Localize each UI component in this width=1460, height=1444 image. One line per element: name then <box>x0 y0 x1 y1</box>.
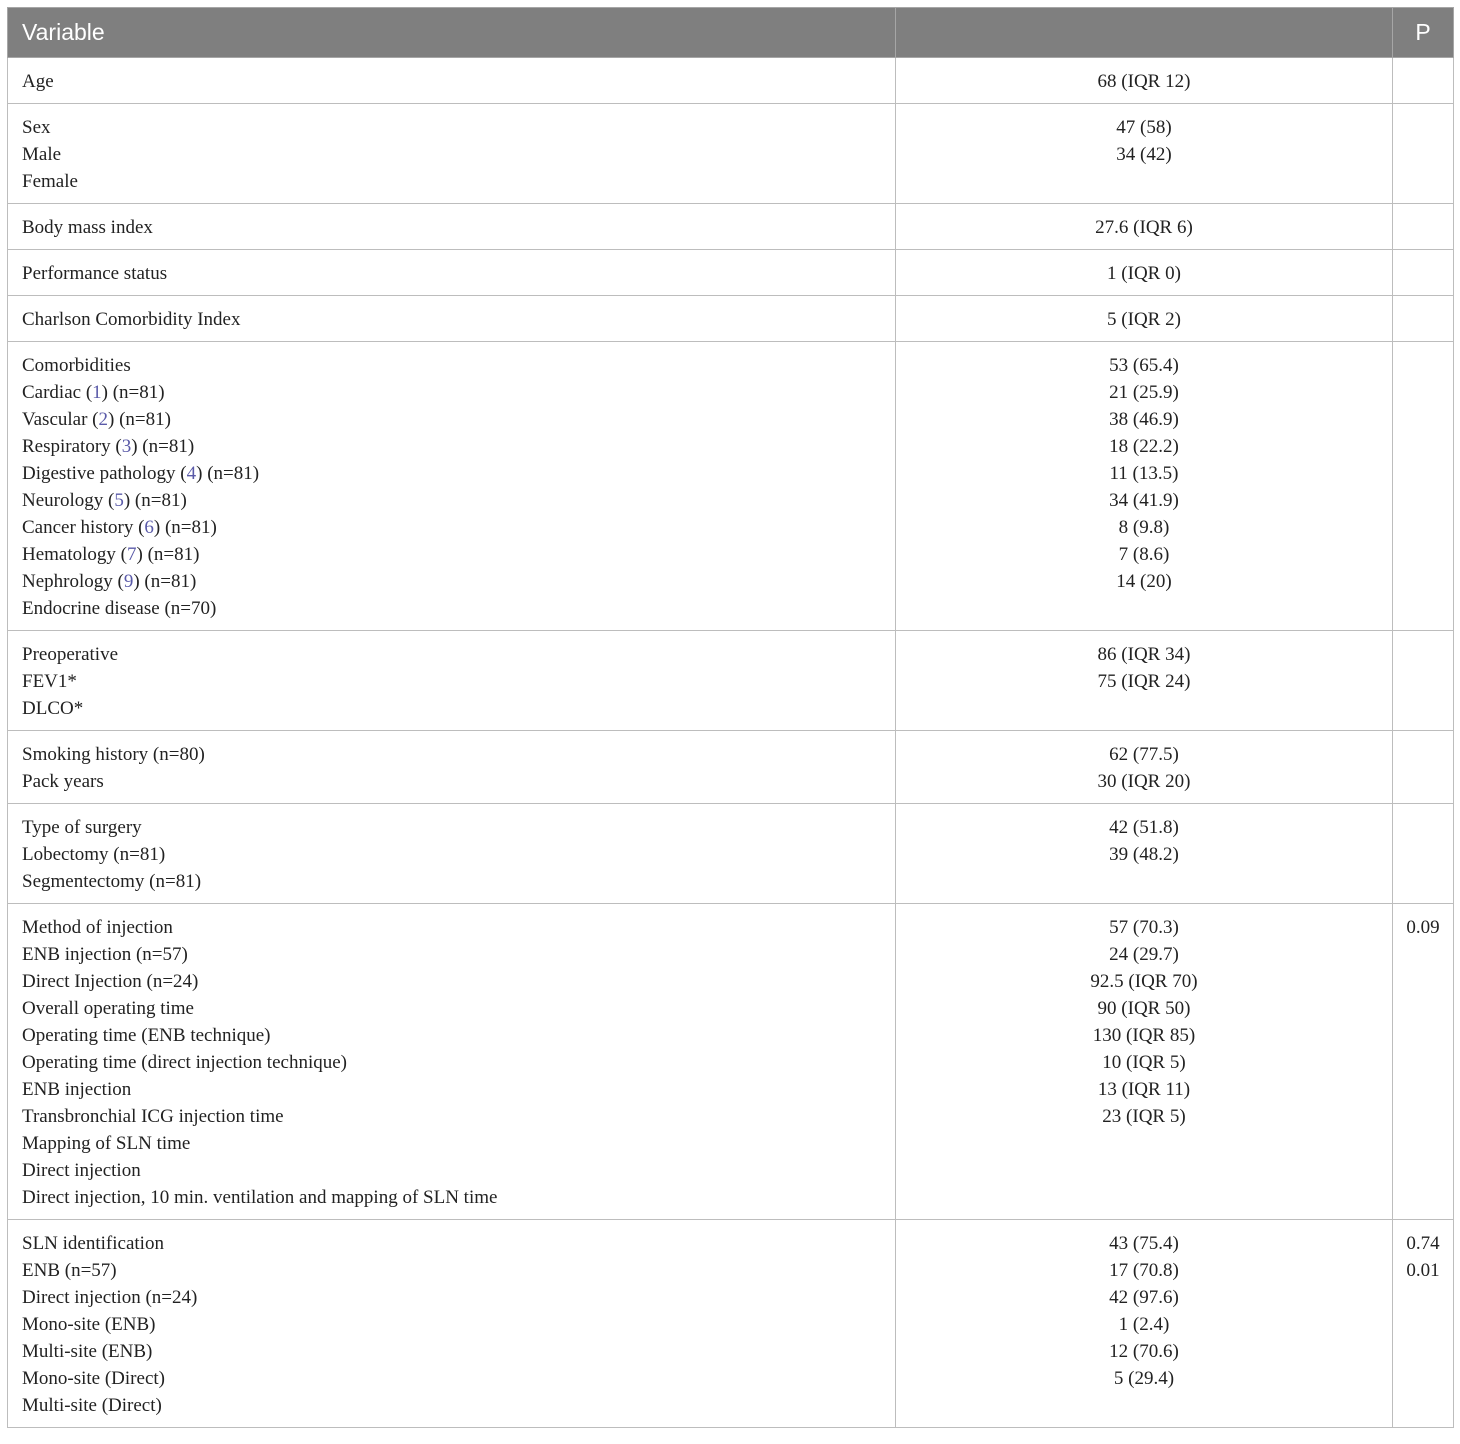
variable-text: ) (n=81) <box>101 382 165 403</box>
variable-text: ) (n=81) <box>153 517 217 538</box>
value-cell <box>896 904 1393 1220</box>
value-line: 34 (42) <box>1116 144 1172 165</box>
variable-cell <box>8 804 896 904</box>
variable-line <box>22 841 881 868</box>
table-row <box>8 250 1454 296</box>
table-row <box>8 804 1454 904</box>
variable-text: DLCO* <box>22 698 84 719</box>
value-line: 43 (75.4) <box>1109 1233 1179 1254</box>
value-line: 1 (2.4) <box>1118 1314 1170 1335</box>
data-table-container <box>7 7 1453 1428</box>
variable-line <box>22 433 881 460</box>
variable-text: Preoperative <box>22 644 119 665</box>
value-line: 24 (29.7) <box>1109 944 1179 965</box>
value-line: 1 (IQR 0) <box>1107 263 1181 284</box>
variable-line <box>22 995 881 1022</box>
p-value-line: 0.01 <box>1406 1260 1440 1281</box>
variable-text: Direct Injection (n=24) <box>22 971 199 992</box>
value-line: 53 (65.4) <box>1109 355 1179 376</box>
variable-cell <box>8 631 896 731</box>
variable-text: Transbronchial ICG injection time <box>22 1106 284 1127</box>
variable-line <box>22 514 881 541</box>
reference-link[interactable]: 1 <box>92 382 102 403</box>
table-row <box>8 58 1454 104</box>
header-row <box>8 8 1454 58</box>
value-line: 47 (58) <box>1116 117 1172 138</box>
variable-text: Neurology ( <box>22 490 115 511</box>
variable-line <box>22 1103 881 1130</box>
value-cell <box>896 731 1393 804</box>
variable-line <box>22 379 881 406</box>
variable-text: Nephrology ( <box>22 571 124 592</box>
variable-text: Multi-site (ENB) <box>22 1341 153 1362</box>
value-line: 14 (20) <box>1116 571 1172 592</box>
value-cell <box>896 250 1393 296</box>
variable-text: Direct injection (n=24) <box>22 1287 198 1308</box>
p-value-cell <box>1393 631 1454 731</box>
variable-line <box>22 141 881 168</box>
variable-line <box>22 1230 881 1257</box>
variable-text: Method of injection <box>22 917 173 938</box>
variable-line <box>22 68 881 95</box>
table-row <box>8 1220 1454 1428</box>
variable-cell <box>8 1220 896 1428</box>
variable-text: Operating time (direct injection technique) <box>22 1052 347 1073</box>
variable-text: Vascular ( <box>22 409 99 430</box>
variable-line <box>22 641 881 668</box>
value-line: 42 (97.6) <box>1109 1287 1179 1308</box>
variable-line <box>22 814 881 841</box>
variable-line <box>22 1130 881 1157</box>
value-line: 75 (IQR 24) <box>1097 671 1191 692</box>
value-line: 68 (IQR 12) <box>1097 71 1191 92</box>
value-line: 17 (70.8) <box>1109 1260 1179 1281</box>
p-value-cell <box>1393 296 1454 342</box>
reference-link[interactable]: 4 <box>186 463 197 484</box>
variable-line <box>22 1284 881 1311</box>
value-line: 5 (29.4) <box>1113 1368 1175 1389</box>
variable-text: Type of surgery <box>22 817 142 838</box>
variable-text: Direct injection, 10 min. ventilation and mapping of SLN time <box>22 1187 498 1208</box>
variable-line <box>22 487 881 514</box>
header-variable: Variable <box>8 8 896 58</box>
variable-cell <box>8 731 896 804</box>
table-row <box>8 296 1454 342</box>
value-cell <box>896 204 1393 250</box>
variable-line <box>22 595 881 622</box>
variable-text: ) (n=81) <box>108 409 171 430</box>
reference-link[interactable]: 3 <box>121 436 132 457</box>
variable-text: Multi-site (Direct) <box>22 1395 162 1416</box>
variable-text: Charlson Comorbidity Index <box>22 309 241 330</box>
value-line: 86 (IQR 34) <box>1097 644 1191 665</box>
table-row <box>8 904 1454 1220</box>
variable-line <box>22 1311 881 1338</box>
variable-text: ) (n=81) <box>131 436 195 457</box>
value-cell <box>896 804 1393 904</box>
variable-text: ) (n=81) <box>196 463 260 484</box>
variable-text: Endocrine disease (n=70) <box>22 598 217 619</box>
variable-cell <box>8 58 896 104</box>
value-line: 90 (IQR 50) <box>1097 998 1191 1019</box>
variable-text: Body mass index <box>22 217 153 238</box>
variable-line <box>22 668 881 695</box>
variable-line <box>22 1157 881 1184</box>
variable-text: Hematology ( <box>22 544 128 565</box>
reference-link[interactable]: 2 <box>98 409 108 430</box>
p-value-cell <box>1393 104 1454 204</box>
variable-line <box>22 114 881 141</box>
variable-text: Mono-site (Direct) <box>22 1368 165 1389</box>
value-line: 62 (77.5) <box>1109 744 1179 765</box>
variable-line <box>22 1338 881 1365</box>
value-line: 27.6 (IQR 6) <box>1095 217 1193 238</box>
variable-line <box>22 214 881 241</box>
variable-line <box>22 1392 881 1419</box>
table-row <box>8 204 1454 250</box>
variable-line <box>22 541 881 568</box>
value-line: 130 (IQR 85) <box>1092 1025 1196 1046</box>
variable-line <box>22 941 881 968</box>
variable-text: Male <box>22 144 62 165</box>
variable-text: ) (n=81) <box>133 571 197 592</box>
value-line: 10 (IQR 5) <box>1102 1052 1186 1073</box>
variable-cell <box>8 342 896 631</box>
p-value-line: 0.74 <box>1406 1233 1440 1254</box>
value-line: 13 (IQR 11) <box>1097 1079 1191 1100</box>
variable-line <box>22 868 881 895</box>
patient-characteristics-table <box>7 7 1454 1428</box>
variable-cell <box>8 104 896 204</box>
variable-line <box>22 1184 881 1211</box>
value-line: 11 (13.5) <box>1109 463 1179 484</box>
variable-text: Operating time (ENB technique) <box>22 1025 271 1046</box>
variable-cell <box>8 204 896 250</box>
variable-text: Cancer history ( <box>22 517 145 538</box>
value-cell <box>896 104 1393 204</box>
variable-text: ENB (n=57) <box>22 1260 117 1281</box>
variable-cell <box>8 250 896 296</box>
variable-text: ENB injection <box>22 1079 132 1100</box>
table-row <box>8 342 1454 631</box>
variable-line <box>22 460 881 487</box>
variable-text: SLN identification <box>22 1233 164 1254</box>
variable-text: ENB injection (n=57) <box>22 944 188 965</box>
value-cell <box>896 296 1393 342</box>
value-line: 57 (70.3) <box>1109 917 1179 938</box>
variable-text: Pack years <box>22 771 104 792</box>
value-line: 92.5 (IQR 70) <box>1090 971 1198 992</box>
variable-text: ) (n=81) <box>123 490 187 511</box>
p-value-cell <box>1393 250 1454 296</box>
variable-line <box>22 1022 881 1049</box>
value-line: 12 (70.6) <box>1109 1341 1179 1362</box>
table-body <box>8 58 1454 1428</box>
table-row <box>8 104 1454 204</box>
variable-line <box>22 568 881 595</box>
table-header <box>8 8 1454 58</box>
value-line: 42 (51.8) <box>1109 817 1179 838</box>
value-line: 39 (48.2) <box>1109 844 1179 865</box>
table-row <box>8 731 1454 804</box>
variable-text: Digestive pathology ( <box>22 463 187 484</box>
value-cell <box>896 1220 1393 1428</box>
variable-text: Smoking history (n=80) <box>22 744 205 765</box>
p-value-cell <box>1393 342 1454 631</box>
value-line: 34 (41.9) <box>1109 490 1179 511</box>
p-value-cell <box>1393 904 1454 1220</box>
reference-link[interactable]: 7 <box>127 544 137 565</box>
value-line: 21 (25.9) <box>1109 382 1179 403</box>
variable-line <box>22 968 881 995</box>
variable-text: FEV1* <box>22 671 77 692</box>
variable-line <box>22 406 881 433</box>
variable-line <box>22 741 881 768</box>
variable-text: Female <box>22 171 78 192</box>
variable-line <box>22 168 881 195</box>
variable-line <box>22 352 881 379</box>
value-cell <box>896 631 1393 731</box>
value-line: 8 (9.8) <box>1118 517 1170 538</box>
p-value-cell <box>1393 58 1454 104</box>
p-value-cell <box>1393 1220 1454 1428</box>
variable-text: Segmentectomy (n=81) <box>22 871 202 892</box>
p-value-cell <box>1393 204 1454 250</box>
variable-text: Direct injection <box>22 1160 141 1181</box>
variable-line <box>22 695 881 722</box>
value-line: 18 (22.2) <box>1109 436 1179 457</box>
variable-line <box>22 1365 881 1392</box>
variable-text: Comorbidities <box>22 355 131 376</box>
table-row <box>8 631 1454 731</box>
value-line: 30 (IQR 20) <box>1097 771 1191 792</box>
value-line: 38 (46.9) <box>1109 409 1179 430</box>
variable-line <box>22 306 881 333</box>
variable-text: Cardiac ( <box>22 382 93 403</box>
p-value-line: 0.09 <box>1406 917 1440 938</box>
variable-line <box>22 260 881 287</box>
p-value-cell <box>1393 804 1454 904</box>
variable-line <box>22 914 881 941</box>
variable-text: Mono-site (ENB) <box>22 1314 156 1335</box>
variable-text: ) (n=81) <box>136 544 200 565</box>
reference-link[interactable]: 6 <box>144 517 154 538</box>
variable-text: Respiratory ( <box>22 436 122 457</box>
p-value-cell <box>1393 731 1454 804</box>
variable-text: Age <box>22 71 54 92</box>
value-cell <box>896 58 1393 104</box>
header-value <box>896 8 1393 58</box>
variable-text: Lobectomy (n=81) <box>22 844 166 865</box>
value-line: 7 (8.6) <box>1118 544 1170 565</box>
value-line: 5 (IQR 2) <box>1107 309 1181 330</box>
variable-line <box>22 768 881 795</box>
variable-cell <box>8 296 896 342</box>
variable-text: Sex <box>22 117 51 138</box>
header-p: P <box>1393 8 1454 58</box>
variable-line <box>22 1257 881 1284</box>
value-line: 23 (IQR 5) <box>1102 1106 1186 1127</box>
variable-line <box>22 1076 881 1103</box>
variable-text: Mapping of SLN time <box>22 1133 191 1154</box>
variable-text: Overall operating time <box>22 998 194 1019</box>
value-cell <box>896 342 1393 631</box>
reference-link[interactable]: 9 <box>123 571 134 592</box>
reference-link[interactable]: 5 <box>114 490 124 511</box>
variable-cell <box>8 904 896 1220</box>
variable-text: Performance status <box>22 263 168 284</box>
variable-line <box>22 1049 881 1076</box>
